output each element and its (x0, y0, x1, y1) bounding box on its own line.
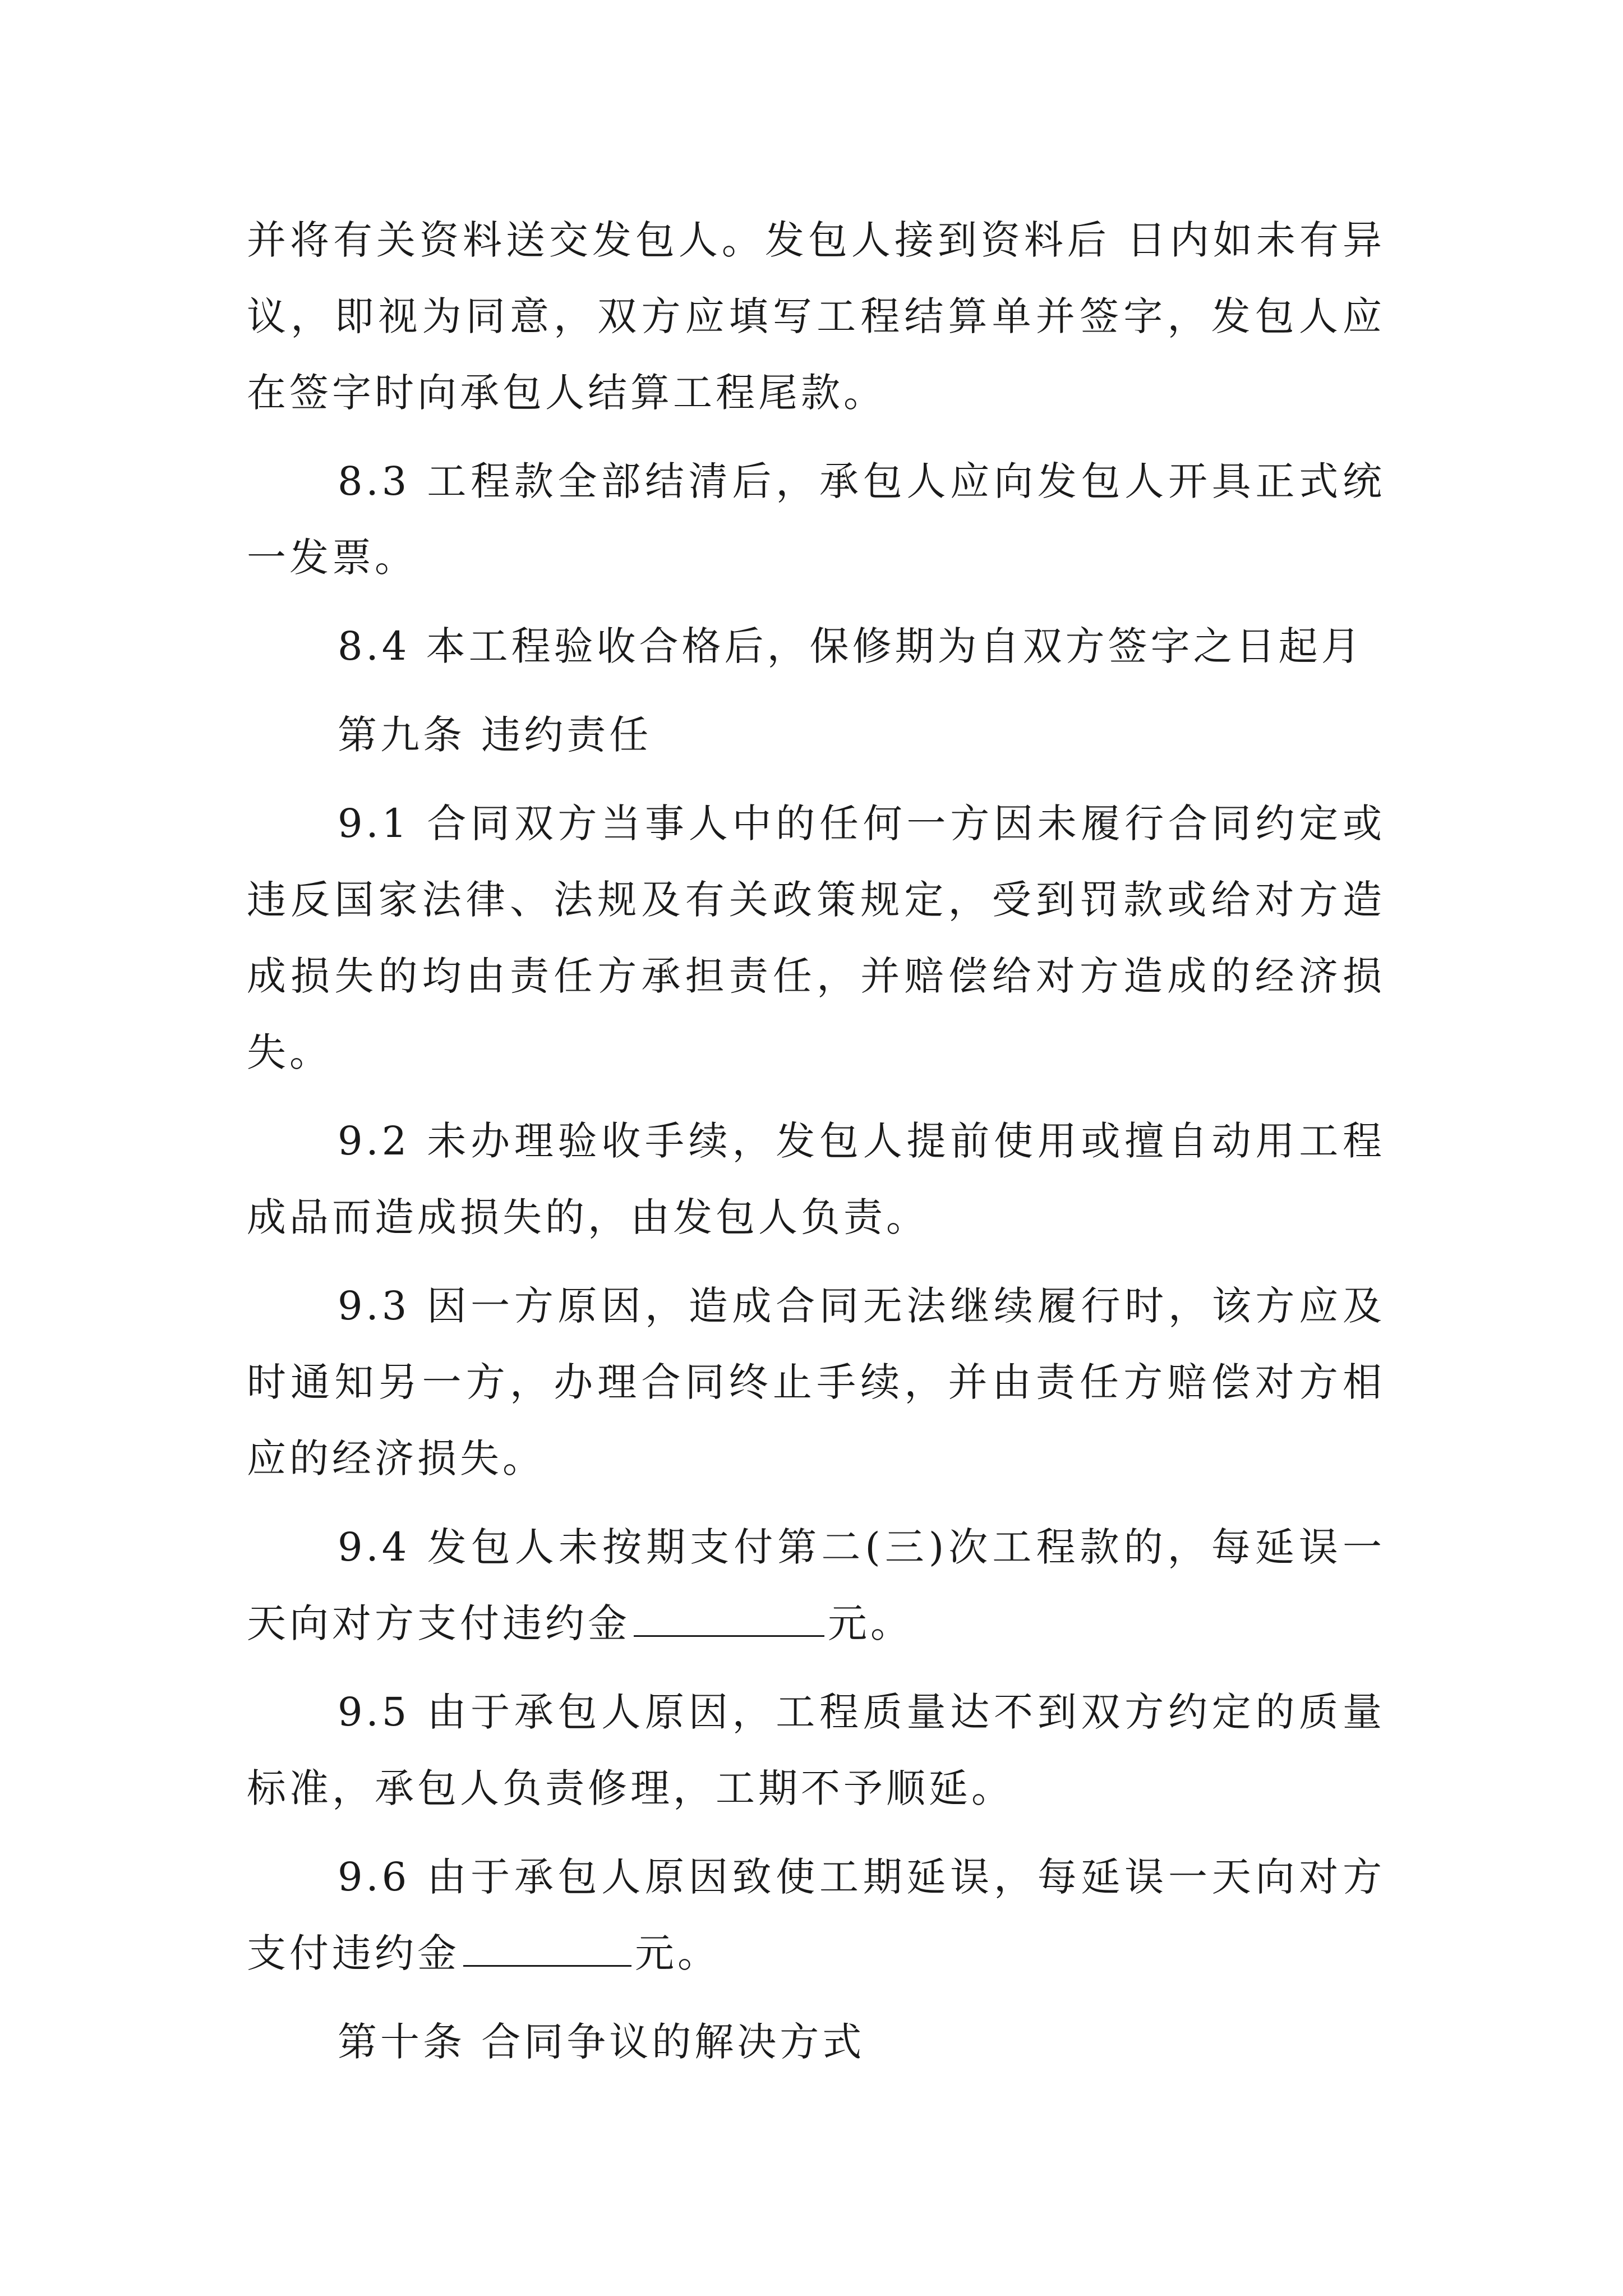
document-body (247, 202, 1385, 2092)
clause-9-4-text: 9.4 发包人未按期支付第二(三)次工程款的，每延误一天向对方支付违约金 (247, 1524, 1385, 1646)
clause-8-4: 8.4 本工程验收合格后，保修期为自双方签字之日起月 (338, 623, 1364, 669)
article-9-heading: 第九条 违约责任 (338, 712, 652, 758)
clause-9-4-unit: 元。 (828, 1600, 913, 1646)
clause-9-6 (247, 1839, 1385, 1991)
delay-penalty-blank (463, 1924, 631, 1967)
clause-9-2: 9.2 未办理验收手续，发包人提前使用或擅自动用工程成品而造成损失的，由发包人负责。 (247, 1118, 1385, 1240)
clause-9-1: 9.1 合同双方当事人中的任何一方因未履行合同约定或违反国家法律、法规及有关政策规定，受到罚款或给对方造成损失的均由责任方承担责任，并赔偿给对方造成的经济损失。 (247, 800, 1385, 1075)
paragraph-continued: 并将有关资料送交发包人。发包人接到资料后 日内如未有异议，即视为同意，双方应填写工程结算单并签字，发包人应在签字时向承包人结算工程尾款。 (247, 217, 1385, 416)
clause-9-6-text: 9.6 由于承包人原因致使工期延误，每延误一天向对方支付违约金 (247, 1854, 1385, 1976)
clause-9-5: 9.5 由于承包人原因，工程质量达不到双方约定的质量标准，承包人负责修理，工期不予顺延。 (247, 1689, 1385, 1811)
clause-8-3: 8.3 工程款全部结清后，承包人应向发包人开具正式统一发票。 (247, 458, 1385, 581)
penalty-amount-blank (634, 1594, 824, 1637)
clause-9-4 (247, 1509, 1385, 1662)
clause-9-6-unit: 元。 (635, 1930, 720, 1976)
article-10-heading: 第十条 合同争议的解决方式 (338, 2019, 865, 2065)
clause-9-3: 9.3 因一方原因，造成合同无法继续履行时，该方应及时通知另一方，办理合同终止手续，并由责任方赔偿对方相应的经济损失。 (247, 1283, 1385, 1481)
